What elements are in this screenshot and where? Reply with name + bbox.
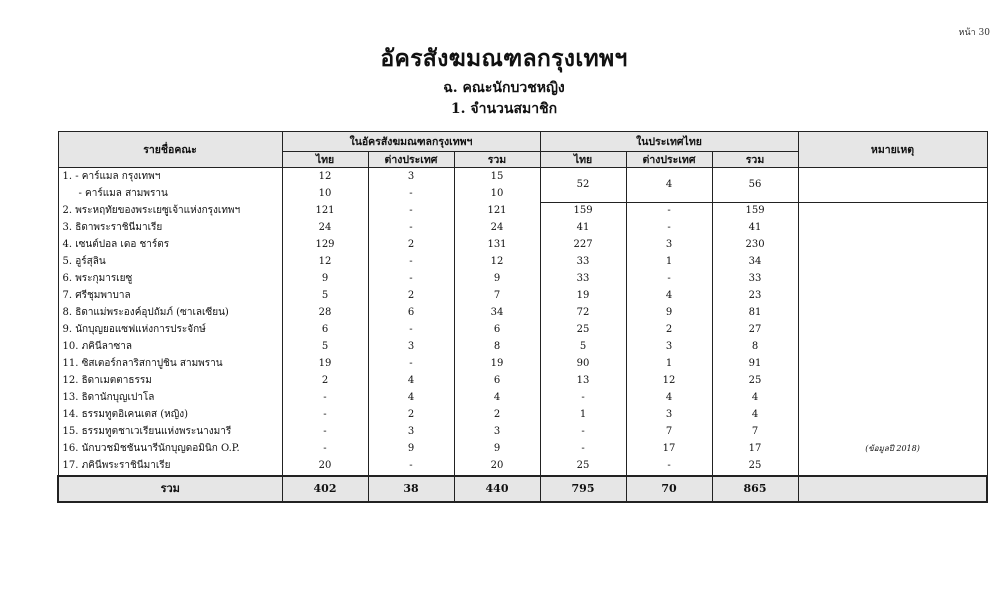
header-group-archdiocese: ในอัครสังฆมณฑลกรุงเทพฯ [282, 132, 540, 152]
congregation-name: 5. อูร์สุลิน [58, 254, 282, 271]
thailand-total: 34 [712, 254, 798, 271]
header-foreign: ต่างประเทศ [626, 152, 712, 168]
archdiocese-foreign: 2 [368, 407, 454, 424]
table-row [58, 356, 987, 373]
archdiocese-total: 131 [454, 237, 540, 254]
congregation-name: 17. ภคินีพระราชินีมาเรีย [58, 458, 282, 476]
thailand-total: 41 [712, 220, 798, 237]
thailand-total: 4 [712, 407, 798, 424]
congregation-name: 8. ธิดาแม่พระองค์อุปถัมภ์ (ซาเลเซียน) [58, 305, 282, 322]
archdiocese-thai: 6 [282, 322, 368, 339]
archdiocese-thai: 121 [282, 202, 368, 220]
table-row [58, 305, 987, 322]
row-note [798, 407, 987, 424]
thailand-foreign: 4 [626, 168, 712, 203]
thailand-foreign: - [626, 220, 712, 237]
archdiocese-total: 4 [454, 390, 540, 407]
thailand-foreign: 3 [626, 237, 712, 254]
archdiocese-thai: - [282, 407, 368, 424]
thailand-foreign: - [626, 458, 712, 476]
archdiocese-foreign: - [368, 356, 454, 373]
congregation-name: 4. เซนต์ปอล เดอ ชาร์ตร [58, 237, 282, 254]
archdiocese-thai: - [282, 424, 368, 441]
section-subtitle: ฉ. คณะนักบวชหญิง [443, 80, 565, 96]
row-note [798, 390, 987, 407]
archdiocese-total: 3 [454, 424, 540, 441]
header-thai: ไทย [282, 152, 368, 168]
total-label: รวม [58, 476, 282, 502]
archdiocese-thai: 5 [282, 339, 368, 356]
thailand-thai: 90 [540, 356, 626, 373]
table-row [58, 254, 987, 271]
total-note [798, 476, 987, 502]
thailand-total: 56 [712, 168, 798, 203]
thailand-foreign: 9 [626, 305, 712, 322]
thailand-thai: - [540, 390, 626, 407]
row-note [798, 271, 987, 288]
thailand-total: 33 [712, 271, 798, 288]
total-thailand-foreign: 70 [626, 476, 712, 502]
archdiocese-foreign: 6 [368, 305, 454, 322]
archdiocese-thai: 129 [282, 237, 368, 254]
thailand-total: 25 [712, 458, 798, 476]
archdiocese-foreign: 4 [368, 373, 454, 390]
row-note [798, 237, 987, 254]
table-row [58, 322, 987, 339]
page-number: หน้า 30 [958, 28, 990, 38]
archdiocese-foreign: - [368, 322, 454, 339]
thailand-foreign: - [626, 271, 712, 288]
archdiocese-thai: 9 [282, 271, 368, 288]
total-thailand-thai: 795 [540, 476, 626, 502]
table-row [58, 339, 987, 356]
thailand-thai: 72 [540, 305, 626, 322]
row-note [798, 202, 987, 220]
thailand-thai: 52 [540, 168, 626, 203]
row-note [798, 220, 987, 237]
title-block [0, 44, 1008, 119]
archdiocese-total: 12 [454, 254, 540, 271]
archdiocese-total: 121 [454, 202, 540, 220]
header-name: รายชื่อคณะ [58, 132, 282, 168]
row-note [798, 305, 987, 322]
archdiocese-total: 24 [454, 220, 540, 237]
thailand-thai: 227 [540, 237, 626, 254]
table-row [58, 288, 987, 305]
thailand-foreign: 4 [626, 288, 712, 305]
congregation-name: 2. พระหฤทัยของพระเยซูเจ้าแห่งกรุงเทพฯ [58, 202, 282, 220]
thailand-total: 159 [712, 202, 798, 220]
archdiocese-foreign: - [368, 220, 454, 237]
archdiocese-foreign: 2 [368, 288, 454, 305]
table-row [58, 202, 987, 220]
thailand-thai: 41 [540, 220, 626, 237]
section-subtitle-2: 1. จำนวนสมาชิก [450, 101, 558, 117]
total-row [58, 476, 987, 502]
thailand-total: 25 [712, 373, 798, 390]
archdiocese-thai: 2 [282, 373, 368, 390]
row-note [798, 356, 987, 373]
thailand-foreign: - [626, 202, 712, 220]
table-row [58, 424, 987, 441]
total-archdiocese-thai: 402 [282, 476, 368, 502]
total-archdiocese-total: 440 [454, 476, 540, 502]
header-thai: ไทย [540, 152, 626, 168]
total-thailand-total: 865 [712, 476, 798, 502]
archdiocese-total: 34 [454, 305, 540, 322]
thailand-foreign: 3 [626, 407, 712, 424]
table-row [58, 271, 987, 288]
table-row [58, 168, 987, 186]
congregation-name: 14. ธรรมทูตอิเคนเตส (หญิง) [58, 407, 282, 424]
members-table [57, 131, 988, 503]
thailand-thai: 25 [540, 322, 626, 339]
header-foreign: ต่างประเทศ [368, 152, 454, 168]
congregation-name: 15. ธรรมทูตชาเวเรียนแห่งพระนางมารี [58, 424, 282, 441]
archdiocese-thai: 28 [282, 305, 368, 322]
thailand-thai: 25 [540, 458, 626, 476]
thailand-thai: 33 [540, 254, 626, 271]
archdiocese-thai: 19 [282, 356, 368, 373]
table-row [58, 373, 987, 390]
archdiocese-total: 9 [454, 441, 540, 458]
thailand-total: 8 [712, 339, 798, 356]
thailand-total: 7 [712, 424, 798, 441]
archdiocese-foreign: 3 [368, 339, 454, 356]
table-row [58, 458, 987, 476]
thailand-thai: 13 [540, 373, 626, 390]
table-row [58, 441, 987, 458]
thailand-thai: 159 [540, 202, 626, 220]
thailand-foreign: 2 [626, 322, 712, 339]
archdiocese-total: 8 [454, 339, 540, 356]
archdiocese-total: 19 [454, 356, 540, 373]
archdiocese-total: 9 [454, 271, 540, 288]
thailand-foreign: 4 [626, 390, 712, 407]
archdiocese-total: 10 [454, 185, 540, 202]
thailand-foreign: 1 [626, 356, 712, 373]
archdiocese-thai: 24 [282, 220, 368, 237]
archdiocese-foreign: - [368, 202, 454, 220]
congregation-name: 12. ธิดาเมตตาธรรม [58, 373, 282, 390]
thailand-total: 230 [712, 237, 798, 254]
congregation-name: 1. - คาร์แมล กรุงเทพฯ [58, 168, 282, 186]
thailand-total: 17 [712, 441, 798, 458]
row-note [798, 424, 987, 441]
row-note [798, 339, 987, 356]
row-note [798, 458, 987, 476]
thailand-thai: 33 [540, 271, 626, 288]
row-note [798, 254, 987, 271]
archdiocese-thai: 5 [282, 288, 368, 305]
table-header [58, 132, 987, 168]
congregation-name: 10. ภคินีลาซาล [58, 339, 282, 356]
archdiocese-foreign: - [368, 458, 454, 476]
archdiocese-foreign: 3 [368, 424, 454, 441]
archdiocese-foreign: - [368, 185, 454, 202]
thailand-foreign: 12 [626, 373, 712, 390]
header-group-thailand: ในประเทศไทย [540, 132, 798, 152]
congregation-name: 3. ธิดาพระราชินีมาเรีย [58, 220, 282, 237]
thailand-foreign: 1 [626, 254, 712, 271]
archdiocese-thai: 10 [282, 185, 368, 202]
row-note [798, 288, 987, 305]
thailand-foreign: 3 [626, 339, 712, 356]
archdiocese-total: 7 [454, 288, 540, 305]
archdiocese-foreign: 2 [368, 237, 454, 254]
archdiocese-foreign: - [368, 254, 454, 271]
thailand-total: 27 [712, 322, 798, 339]
thailand-thai: 19 [540, 288, 626, 305]
table-body [58, 168, 987, 502]
archdiocese-thai: 20 [282, 458, 368, 476]
archdiocese-foreign: 9 [368, 441, 454, 458]
congregation-name: 6. พระกุมารเยซู [58, 271, 282, 288]
thailand-thai: 5 [540, 339, 626, 356]
thailand-thai: - [540, 424, 626, 441]
congregation-name: 9. นักบุญยอแซฟแห่งการประจักษ์ [58, 322, 282, 339]
archdiocese-total: 15 [454, 168, 540, 186]
congregation-name: 16. นักบวชมิชชันนารีนักบุญดอมินิก O.P. [58, 441, 282, 458]
archdiocese-thai: 12 [282, 254, 368, 271]
table-row [58, 390, 987, 407]
total-archdiocese-foreign: 38 [368, 476, 454, 502]
archdiocese-foreign: 4 [368, 390, 454, 407]
thailand-total: 4 [712, 390, 798, 407]
header-total: รวม [712, 152, 798, 168]
table-row [58, 220, 987, 237]
thailand-total: 81 [712, 305, 798, 322]
row-note: (ข้อมูลปี 2018) [798, 441, 987, 458]
table-row [58, 407, 987, 424]
congregation-name: - คาร์แมล สามพราน [58, 185, 282, 202]
archdiocese-thai: - [282, 390, 368, 407]
congregation-name: 13. ธิดานักบุญเปาโล [58, 390, 282, 407]
archdiocese-thai: - [282, 441, 368, 458]
archdiocese-foreign: - [368, 271, 454, 288]
row-note [798, 373, 987, 390]
thailand-total: 91 [712, 356, 798, 373]
row-note [798, 168, 987, 203]
header-total: รวม [454, 152, 540, 168]
archdiocese-total: 6 [454, 322, 540, 339]
table-row [58, 237, 987, 254]
archdiocese-foreign: 3 [368, 168, 454, 186]
congregation-name: 7. ศรีชุมพาบาล [58, 288, 282, 305]
thailand-total: 23 [712, 288, 798, 305]
page-title: อัครสังฆมณฑลกรุงเทพฯ [380, 45, 628, 72]
archdiocese-total: 6 [454, 373, 540, 390]
archdiocese-total: 20 [454, 458, 540, 476]
thailand-foreign: 17 [626, 441, 712, 458]
archdiocese-thai: 12 [282, 168, 368, 186]
thailand-foreign: 7 [626, 424, 712, 441]
header-note: หมายเหตุ [798, 132, 987, 168]
row-note [798, 322, 987, 339]
thailand-thai: - [540, 441, 626, 458]
congregation-name: 11. ซิสเตอร์กลาริสกาปูชิน สามพราน [58, 356, 282, 373]
thailand-thai: 1 [540, 407, 626, 424]
archdiocese-total: 2 [454, 407, 540, 424]
